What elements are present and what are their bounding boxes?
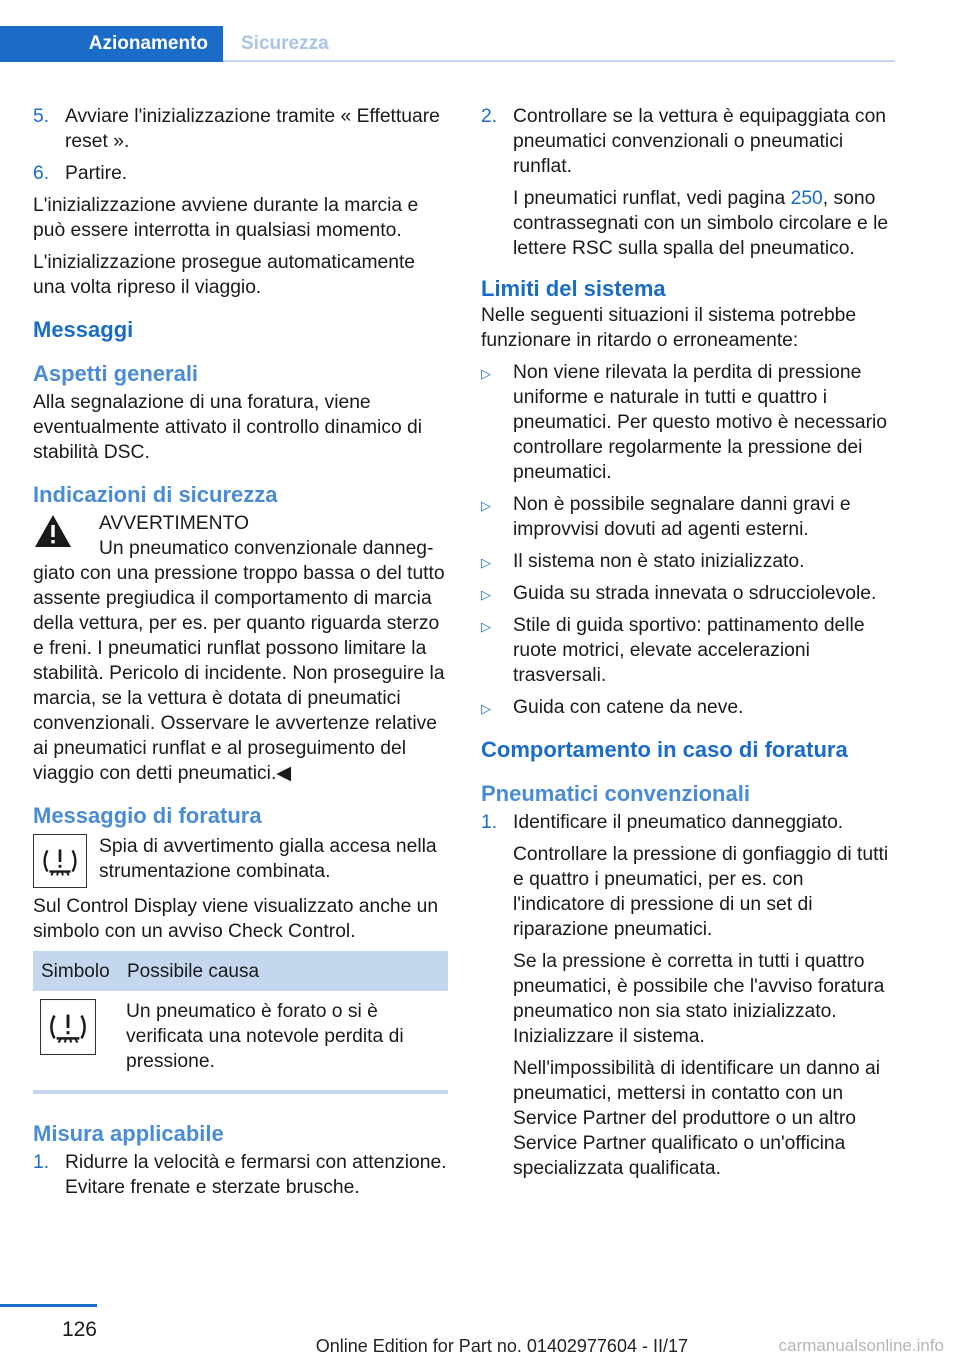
heading-comportamento-foratura: Comportamento in caso di foratura [481,737,848,762]
warning-triangle-icon [33,513,73,549]
step-number: 5. [33,106,50,127]
subtext-part: , sono contrassegnati con un simbolo circolare e le lettere RSC sulla spalla del pneumatico. [513,188,889,259]
left-column [33,104,448,1207]
subtext-part: I pneumatici runflat, vedi pagina [513,188,791,209]
paragraph: L'inizializzazione prosegue automaticamente una volta ripreso il viaggio. [33,252,416,298]
page-link[interactable]: 250 [790,188,823,209]
paragraph: Sul Control Display viene visualizzato anche un simbolo con un avviso Check Control. [33,896,439,942]
step-subtext [481,186,896,261]
list-item [33,104,448,154]
paragraph: L'inizializzazione avviene durante la marcia e può essere interrotta in qualsiasi momento. [33,195,419,241]
warning-body: giato con una pressione troppo bassa o del tutto assente pregiudica il comportamento di marcia della vettura, per es. per quanto riguarda sterzo e freni. I pneumatici runflat possono limitare la stabilità. Pericolo di incidente. Non proseguire la marcia, se la vettura è dotata di pneumatici convenzionali. Osservare le avvertenze relative ai pneumatici runflat e al proseguimento del viaggio con detti pneumatici.◀ [33,563,445,784]
bullet-triangle-icon: ▷ [481,498,491,513]
list-item [481,810,896,835]
table-cell-cause: Un pneumatico è forato o si è verificata una notevole perdita di pressione. [126,1001,404,1072]
tire-pressure-warning-icon [33,834,87,888]
bullet-text: Guida su strada innevata o sdrucciolevole. [513,583,877,604]
warning-lead: Un pneumatico convenzionale danneg- [99,538,434,559]
bullet-text: Guida con catene da neve. [513,697,744,718]
bullet-text: Stile di guida sportivo: pattinamento delle ruote motrici, elevate accelerazioni trasversali. [513,615,865,686]
spia-text: Spia di avvertimento gialla accesa nella strumentazione combinata. [99,836,437,882]
bullet-text: Il sistema non è stato inizializzato. [513,551,805,572]
step-number: 6. [33,163,50,184]
heading-aspetti-generali: Aspetti generali [33,361,199,386]
bullet-triangle-icon: ▷ [481,701,491,716]
heading-misura-applicabile: Misura applicabile [33,1121,224,1146]
tire-pressure-warning-icon [40,999,96,1055]
list-item [481,695,896,720]
tire-warning-lamp-block [33,834,448,894]
tab-azionamento[interactable]: Azionamento [0,26,223,62]
tab-sicurezza[interactable]: Sicurezza [241,33,329,54]
table-cell-symbol [33,991,119,1086]
list-item [481,613,896,688]
step-text: Ridurre la velocità e fermarsi con attenzione. Evitare frenate e sterzate brusche. [65,1152,447,1198]
watermark: carmanualsonline.info [778,1336,944,1355]
symbol-table [33,951,448,1086]
table-divider [33,1090,448,1094]
heading-messaggi: Messaggi [33,317,134,342]
bullet-triangle-icon: ▷ [481,619,491,634]
edition-label: Online Edition for Part no. 01402977604 - II/17 [315,1336,688,1356]
warning-block [33,511,448,561]
footer-rule [0,1304,97,1307]
paragraph: Alla segnalazione di una foratura, viene eventualmente attivato il controllo dinamico di stabilità DSC. [33,392,423,463]
bullet-triangle-icon: ▷ [481,555,491,570]
bullet-text: Non viene rilevata la perdita di pressione uniforme e naturale in tutti e quattro i pneumatici. Per questo motivo è necessario controllare regolarmente la pressione dei pneumatici. [513,362,888,483]
list-item [481,360,896,485]
table-header-simbolo: Simbolo [33,951,119,991]
heading-pneumatici-convenzionali: Pneumatici convenzionali [481,781,750,806]
step-number: 1. [481,812,498,833]
paragraph: Nelle seguenti situazioni il sistema potrebbe funzionare in ritardo o erroneamente: [481,305,857,351]
heading-indicazioni-sicurezza: Indicazioni di sicurezza [33,482,278,507]
step-text: Partire. [65,163,128,184]
list-item [481,549,896,574]
heading-limiti-sistema: Limiti del sistema [481,276,666,301]
table-row [33,991,448,1086]
chapter-tabs [0,26,895,62]
heading-messaggio-foratura: Messaggio di foratura [33,803,262,828]
list-item [481,581,896,606]
step-subtext: Controllare la pressione di gonfiaggio di tutti e quattro i pneumatici, per es. con l'indicatore di pressione di un set di riparazione pneumatici. [513,844,889,940]
warning-title: AVVERTIMENTO [99,513,249,534]
page-number: 126 [61,1318,97,1341]
list-item [33,161,448,186]
step-subtext: Nell'impossibilità di identificare un danno ai pneumatici, mettersi in contatto con un Service Partner del produttore o un altro Service Partner qualificato o un'officina specializzata qualificata. [513,1058,881,1179]
step-text: Avviare l'inizializzazione tramite « Effettuare reset ». [65,106,440,152]
list-item [481,492,896,542]
step-text: Controllare se la vettura è equipaggiata con pneumatici convenzionali o pneumatici runflat. [513,106,887,177]
list-item [481,104,896,179]
step-text: Identificare il pneumatico danneggiato. [513,812,844,833]
step-number: 1. [33,1152,50,1173]
step-subtext: Se la pressione è corretta in tutti i quattro pneumatici, è possibile che l'avviso foratura pneumatico non sia stato inizializzato. Inizializzare il sistema. [513,951,885,1047]
bullet-text: Non è possibile segnalare danni gravi e improvvisi dovuti ad agenti esterni. [513,494,851,540]
table-header-causa: Possibile causa [119,951,448,991]
bullet-triangle-icon: ▷ [481,587,491,602]
right-column [481,104,896,1188]
list-item [33,1150,448,1200]
bullet-triangle-icon: ▷ [481,366,491,381]
step-number: 2. [481,106,498,127]
